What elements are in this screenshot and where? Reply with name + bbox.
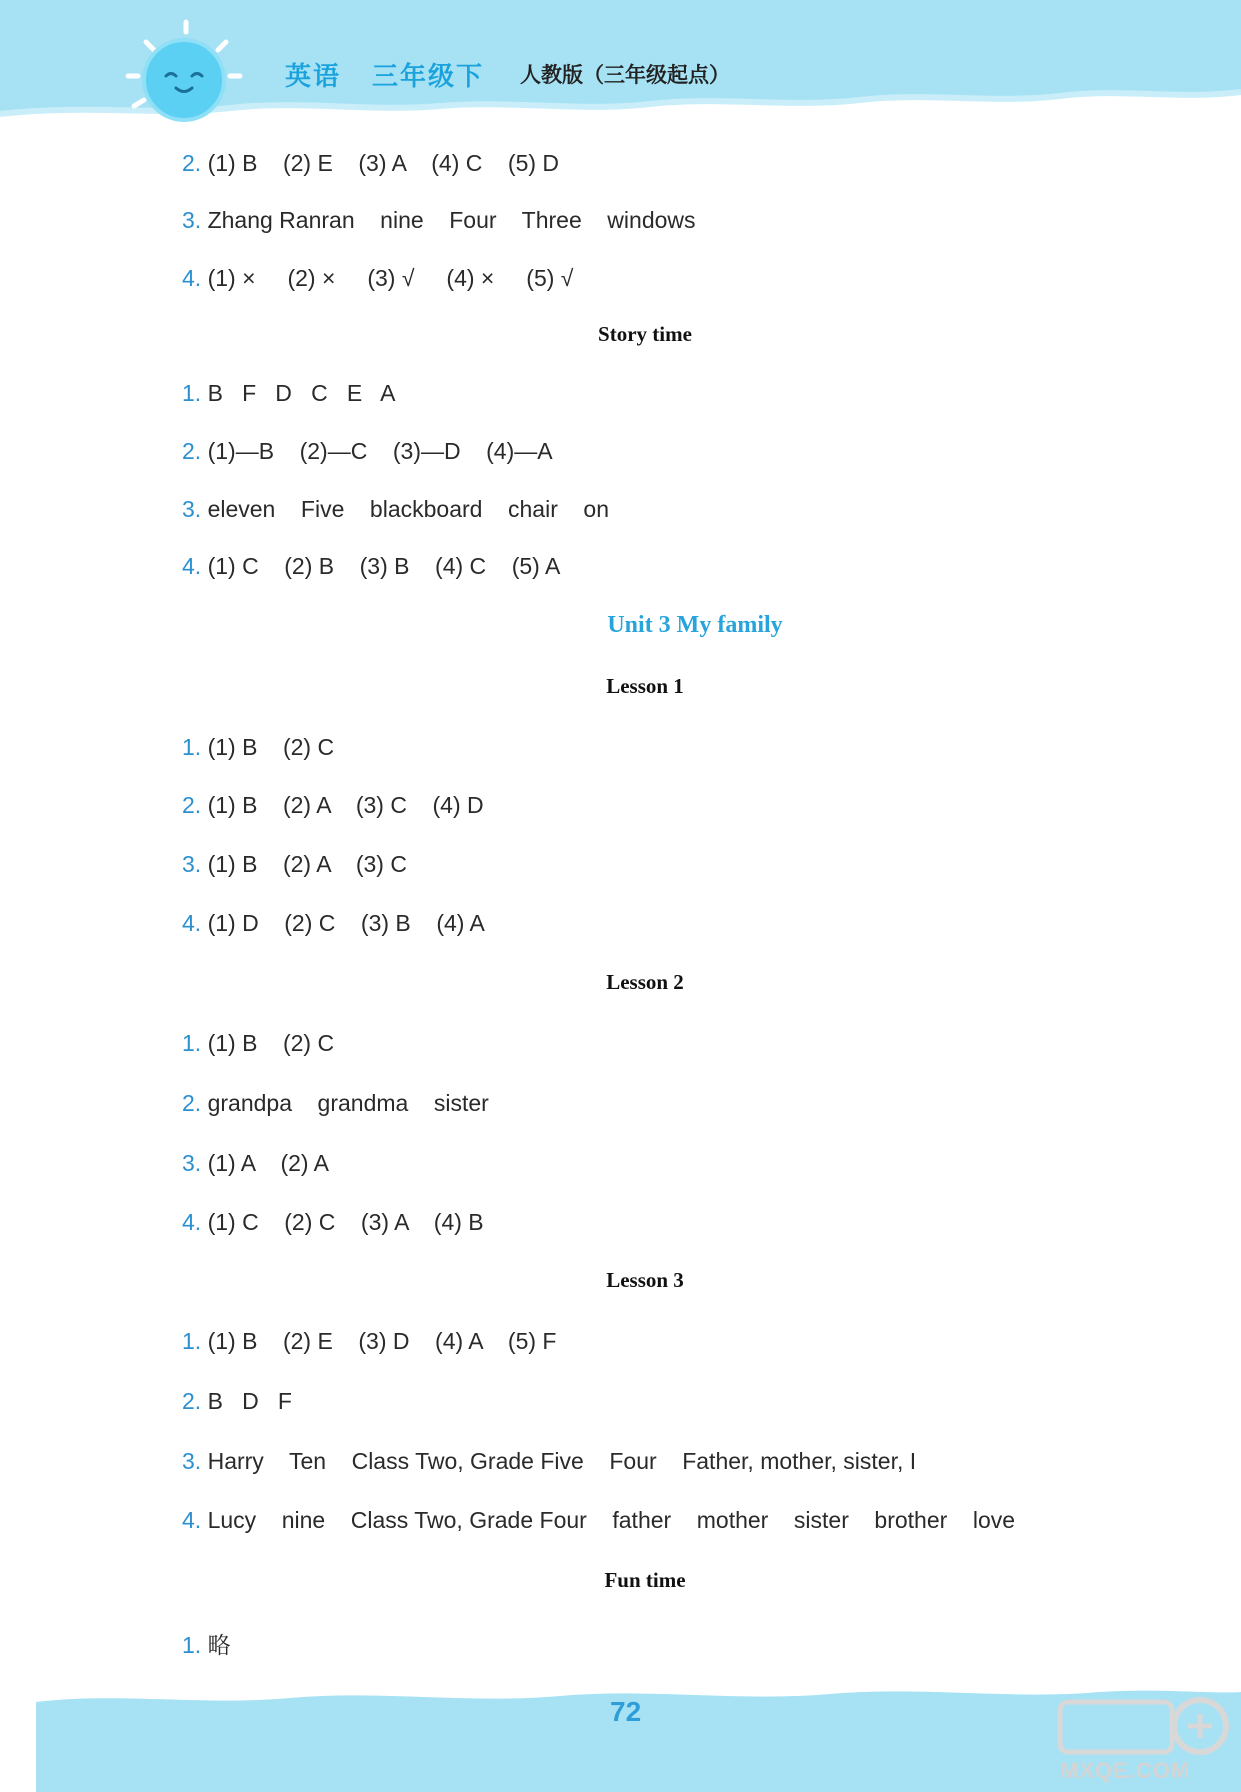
answer-line: 4. (1) C (2) C (3) A (4) B bbox=[182, 1209, 484, 1235]
answer-line: 3. (1) B (2) A (3) C bbox=[182, 851, 407, 877]
section-heading-lesson-1: Lesson 1 bbox=[606, 674, 684, 698]
answer-line: 1. B F D C E A bbox=[182, 380, 396, 406]
answer-line: 4. (1) D (2) C (3) B (4) A bbox=[182, 910, 485, 936]
sun-mascot-icon bbox=[118, 18, 248, 128]
header-edition: 人教版（三年级起点） bbox=[520, 63, 730, 87]
answer-line: 1. (1) B (2) C bbox=[182, 734, 335, 760]
answer-line: 4. (1) × (2) × (3) √ (4) × (5) √ bbox=[182, 265, 574, 291]
answer-line: 2. (1) B (2) A (3) C (4) D bbox=[182, 792, 484, 818]
section-heading-lesson-2: Lesson 2 bbox=[606, 970, 684, 994]
answer-line: 3. Harry Ten Class Two, Grade Five Four Father, mother, sister, I bbox=[182, 1448, 917, 1474]
watermark-text: MXQE.COM bbox=[1060, 1758, 1191, 1783]
answer-line: 1. (1) B (2) C bbox=[182, 1030, 335, 1056]
answer-line: 3. eleven Five blackboard chair on bbox=[182, 496, 609, 522]
section-heading-lesson-3: Lesson 3 bbox=[606, 1268, 684, 1292]
answer-line: 1. 略 bbox=[182, 1632, 231, 1658]
answer-line: 2. (1)—B (2)—C (3)—D (4)—A bbox=[182, 438, 553, 464]
answer-line: 4. Lucy nine Class Two, Grade Four father mother sister brother love bbox=[182, 1507, 1016, 1533]
answer-line: 4. (1) C (2) B (3) B (4) C (5) A bbox=[182, 553, 561, 579]
unit-heading: Unit 3 My family bbox=[607, 612, 783, 638]
answer-line: 1. (1) B (2) E (3) D (4) A (5) F bbox=[182, 1328, 557, 1354]
answer-line: 2. grandpa grandma sister bbox=[182, 1090, 489, 1116]
answer-line: 3. (1) A (2) A bbox=[182, 1150, 330, 1176]
header-subject: 英语 bbox=[285, 62, 342, 92]
section-heading-fun-time: Fun time bbox=[604, 1568, 686, 1592]
section-heading-story-time: Story time bbox=[598, 322, 692, 346]
page-number: 72 bbox=[610, 1696, 642, 1727]
answer-line: 3. Zhang Ranran nine Four Three windows bbox=[182, 207, 696, 233]
header-grade: 三年级下 bbox=[372, 62, 485, 92]
answer-line: 2. B D F bbox=[182, 1388, 292, 1414]
answer-line: 2. (1) B (2) E (3) A (4) C (5) D bbox=[182, 150, 560, 176]
